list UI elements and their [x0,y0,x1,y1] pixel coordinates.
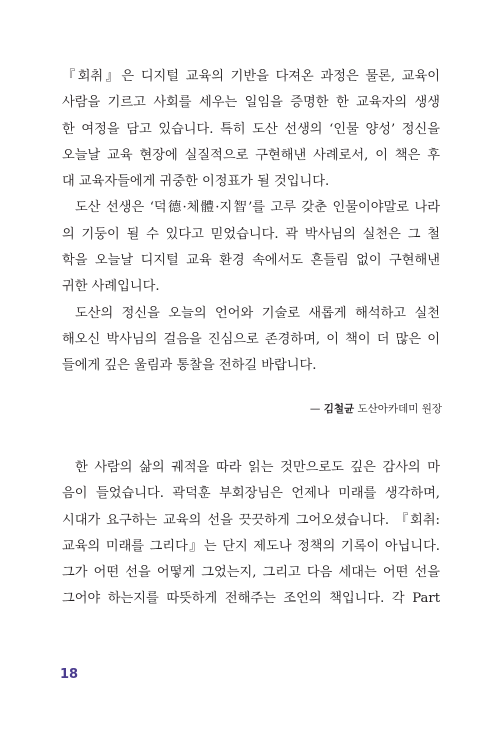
page-number: 18 [60,667,79,682]
text-line: 교육의 미래를 그리다』는 단지 제도나 정책의 기록이 아닙니다. [62,538,440,554]
text-line: 도산의 정신을 오늘의 언어와 기술로 새롭게 해석하고 실천 [75,305,440,321]
endorser-name: 김철균 [323,403,355,415]
text-line: 귀한 사례입니다. [62,279,160,295]
text-line: 시대가 요구하는 교육의 선을 끗끗하게 그어오셨습니다. 『회취: [62,512,440,528]
text-line: 도산 선생은 ‘덕德·체體·지智’를 고루 갖춘 인물이야말로 나라 [75,200,440,216]
text-line: 들에게 깊은 울림과 통찰을 전하길 바랍니다. [62,358,317,374]
endorser-signature [310,402,442,416]
text-line: 해오신 박사님의 걸음을 진심으로 존경하며, 이 책이 더 많은 이 [62,331,440,347]
endorsement-text-1 [62,64,440,380]
text-line: 그가 어떤 선을 어떻게 그었는지, 그리고 다음 세대는 어떤 선을 [62,565,440,581]
text-line: 『회취』은 디지털 교육의 기반을 다져온 과정은 물론, 교육이 [62,69,440,84]
text-line: 한 사람의 삶의 궤적을 따라 읽는 것만으로도 깊은 감사의 마 [75,460,440,475]
text-line: 사람을 기르고 사회를 세우는 일임을 증명한 한 교육자의 생생 [62,95,440,111]
text-line: 학을 오늘날 디지털 교육 환경 속에서도 흔들림 없이 구현해낸 [62,253,440,269]
text-line: 한 여정을 담고 있습니다. 특히 도산 선생의 ‘인물 양성’ 정신을 [62,121,440,137]
text-line: 음이 들었습니다. 곽덕훈 부회장님은 언제나 미래를 생각하며, [62,486,440,502]
text-line: 오늘날 교육 현장에 실질적으로 구현해낸 사례로서, 이 책은 후 [62,147,440,163]
text-line: 그어야 하는지를 따뜻하게 전해주는 조언의 책입니다. 각 Part [62,591,440,607]
endorser-title: 도산아카데미 원장 [357,403,442,415]
text-line: 의 기둥이 될 수 있다고 믿었습니다. 곽 박사님의 실천은 그 철 [62,226,440,242]
endorsement-text-2 [62,455,440,613]
text-line: 대 교육자들에게 귀중한 이정표가 될 것입니다. [62,174,330,190]
signature-dash: — [309,403,321,415]
